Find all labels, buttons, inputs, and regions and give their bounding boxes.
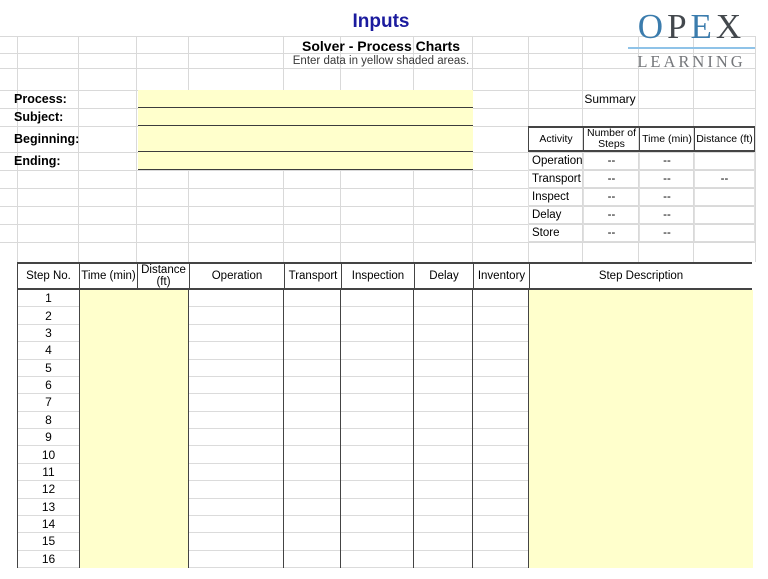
delay-cell — [414, 551, 472, 568]
delay-cell — [414, 481, 472, 498]
inspection-cell — [341, 307, 413, 324]
gridline — [136, 36, 137, 262]
logo-underline — [628, 47, 755, 49]
transport-cell — [284, 290, 340, 307]
inventory-cell — [473, 290, 528, 307]
step-number-column — [18, 290, 79, 568]
inspection-cell — [341, 377, 413, 394]
operation-cell — [189, 481, 283, 498]
step-number-cell: 13 — [18, 499, 79, 516]
inspection-cell — [341, 360, 413, 377]
summary-steps-value: -- — [583, 188, 639, 205]
summary-body — [528, 152, 755, 242]
summary-steps-value: -- — [583, 224, 639, 241]
summary-distance-value: -- — [694, 170, 754, 187]
transport-cell — [284, 342, 340, 359]
opex-learning-logo — [628, 8, 755, 72]
step-number-cell: 7 — [18, 394, 79, 411]
inspection-cell — [341, 481, 413, 498]
inventory-cell — [473, 325, 528, 342]
inventory-cell — [473, 551, 528, 568]
summary-activity: Delay — [532, 208, 562, 221]
transport-cell — [284, 446, 340, 463]
delay-cell — [414, 394, 472, 411]
inspection-cell — [341, 290, 413, 307]
page-title: Inputs — [352, 11, 410, 32]
logo-subtext: LEARNING — [637, 52, 746, 71]
step-number-cell: 10 — [18, 446, 79, 463]
steps-header-row — [17, 262, 752, 290]
transport-cell — [284, 307, 340, 324]
transport-cell — [284, 360, 340, 377]
inventory-cell — [473, 481, 528, 498]
step-description-input-area[interactable] — [529, 290, 753, 568]
logo-letter-o: O — [637, 7, 668, 46]
transport-cell — [284, 429, 340, 446]
inventory-cell — [473, 446, 528, 463]
logo-wordmark — [628, 8, 755, 46]
steps-col-step-no: Step No. — [26, 270, 71, 282]
inventory-cell — [473, 360, 528, 377]
step-number-cell: 5 — [18, 360, 79, 377]
summary-row-store — [529, 224, 754, 242]
time-distance-input-area[interactable] — [79, 290, 189, 568]
step-number-cell: 14 — [18, 516, 79, 533]
transport-cell — [284, 481, 340, 498]
summary-steps-value: -- — [583, 170, 639, 187]
inspection-cell — [341, 551, 413, 568]
inventory-cell — [473, 307, 528, 324]
step-number-cell: 16 — [18, 551, 79, 568]
logo-letter-e: E — [690, 7, 716, 46]
operation-cell — [189, 412, 283, 429]
inventory-cell — [473, 412, 528, 429]
transport-cell — [284, 499, 340, 516]
summary-time-value: -- — [639, 188, 694, 205]
ending-label: Ending: — [14, 154, 61, 168]
transport-cell — [284, 394, 340, 411]
summary-activity: Transport — [532, 172, 581, 185]
transport-cell — [284, 533, 340, 550]
summary-table — [528, 126, 755, 242]
inventory-cell — [473, 342, 528, 359]
inventory-column — [473, 290, 529, 568]
inventory-cell — [473, 394, 528, 411]
transport-cell — [284, 516, 340, 533]
step-number-cell: 15 — [18, 533, 79, 550]
steps-col-step-description: Step Description — [529, 264, 752, 288]
summary-time-value: -- — [639, 152, 694, 169]
delay-cell — [414, 342, 472, 359]
operation-cell — [189, 290, 283, 307]
inventory-cell — [473, 516, 528, 533]
summary-activity: Operation — [532, 154, 583, 167]
step-number-cell: 11 — [18, 464, 79, 481]
inspection-cell — [341, 325, 413, 342]
summary-steps-value: -- — [583, 206, 639, 223]
delay-column — [414, 290, 473, 568]
inspection-cell — [341, 412, 413, 429]
summary-steps-value: -- — [583, 152, 639, 169]
summary-col-distance: Distance (ft) — [694, 128, 754, 150]
operation-cell — [189, 533, 283, 550]
operation-cell — [189, 551, 283, 568]
steps-col-delay: Delay — [414, 264, 473, 288]
step-number-cell: 6 — [18, 377, 79, 394]
inspection-cell — [341, 342, 413, 359]
operation-cell — [189, 464, 283, 481]
beginning-input-field[interactable] — [138, 126, 473, 152]
process-label: Process: — [14, 92, 67, 106]
inspection-column — [341, 290, 414, 568]
step-number-cell: 3 — [18, 325, 79, 342]
summary-col-activity: Activity — [539, 132, 573, 145]
steps-col-inspection: Inspection — [341, 264, 414, 288]
step-number-cell: 1 — [18, 290, 79, 307]
inventory-cell — [473, 499, 528, 516]
summary-col-number-of-steps: Number of Steps — [583, 128, 639, 150]
summary-activity: Inspect — [532, 190, 570, 203]
summary-time-value: -- — [639, 224, 694, 241]
operation-cell — [189, 307, 283, 324]
delay-cell — [414, 446, 472, 463]
delay-cell — [414, 360, 472, 377]
steps-col-operation: Operation — [189, 264, 284, 288]
beginning-label: Beginning: — [14, 132, 80, 146]
summary-distance-value — [694, 224, 754, 241]
summary-col-time: Time (min) — [639, 128, 694, 150]
inspection-cell — [341, 499, 413, 516]
operation-cell — [189, 360, 283, 377]
operation-cell — [189, 394, 283, 411]
operation-cell — [189, 377, 283, 394]
delay-cell — [414, 516, 472, 533]
summary-header-row — [528, 126, 755, 152]
step-number-cell: 12 — [18, 481, 79, 498]
delay-cell — [414, 464, 472, 481]
delay-cell — [414, 377, 472, 394]
transport-cell — [284, 464, 340, 481]
summary-title: Summary — [584, 92, 636, 106]
operation-cell — [189, 446, 283, 463]
summary-row-operation — [529, 152, 754, 170]
page-subtitle: Solver - Process Charts — [302, 38, 460, 54]
inspection-cell — [341, 533, 413, 550]
operation-cell — [189, 429, 283, 446]
delay-cell — [414, 325, 472, 342]
inspection-cell — [341, 516, 413, 533]
inventory-cell — [473, 377, 528, 394]
gridline — [755, 36, 756, 262]
summary-row-transport — [529, 170, 754, 188]
steps-col-time: Time (min) — [79, 264, 137, 288]
logo-letter-p: P — [667, 7, 691, 46]
logo-letter-x: X — [715, 7, 746, 46]
inventory-cell — [473, 464, 528, 481]
subject-label: Subject: — [14, 110, 64, 124]
operation-column — [189, 290, 284, 568]
step-number-cell: 9 — [18, 429, 79, 446]
summary-distance-value — [694, 206, 754, 223]
inspection-cell — [341, 446, 413, 463]
operation-cell — [189, 516, 283, 533]
steps-body — [17, 290, 752, 568]
process-input-field[interactable] — [138, 90, 473, 108]
transport-cell — [284, 325, 340, 342]
summary-distance-value — [694, 152, 754, 169]
summary-time-value: -- — [639, 170, 694, 187]
ending-input-field[interactable] — [138, 152, 473, 170]
delay-cell — [414, 429, 472, 446]
inventory-cell — [473, 429, 528, 446]
step-number-cell: 2 — [18, 307, 79, 324]
summary-distance-value — [694, 188, 754, 205]
summary-time-value: -- — [639, 206, 694, 223]
delay-cell — [414, 412, 472, 429]
summary-row-delay — [529, 206, 754, 224]
operation-cell — [189, 499, 283, 516]
inspection-cell — [341, 464, 413, 481]
delay-cell — [414, 290, 472, 307]
process-steps-table — [17, 262, 752, 568]
summary-activity: Store — [532, 226, 560, 239]
inventory-cell — [473, 533, 528, 550]
transport-cell — [284, 412, 340, 429]
delay-cell — [414, 307, 472, 324]
steps-col-inventory: Inventory — [473, 264, 529, 288]
delay-cell — [414, 533, 472, 550]
instruction-text: Enter data in yellow shaded areas. — [292, 55, 470, 67]
steps-col-transport: Transport — [284, 264, 341, 288]
transport-column — [284, 290, 341, 568]
delay-cell — [414, 499, 472, 516]
summary-row-inspect — [529, 188, 754, 206]
inspection-cell — [341, 394, 413, 411]
operation-cell — [189, 342, 283, 359]
gridline — [0, 242, 755, 243]
operation-cell — [189, 325, 283, 342]
steps-col-distance: Distance (ft) — [137, 264, 189, 288]
transport-cell — [284, 551, 340, 568]
transport-cell — [284, 377, 340, 394]
step-number-cell: 4 — [18, 342, 79, 359]
step-number-cell: 8 — [18, 412, 79, 429]
inspection-cell — [341, 429, 413, 446]
subject-input-field[interactable] — [138, 108, 473, 126]
